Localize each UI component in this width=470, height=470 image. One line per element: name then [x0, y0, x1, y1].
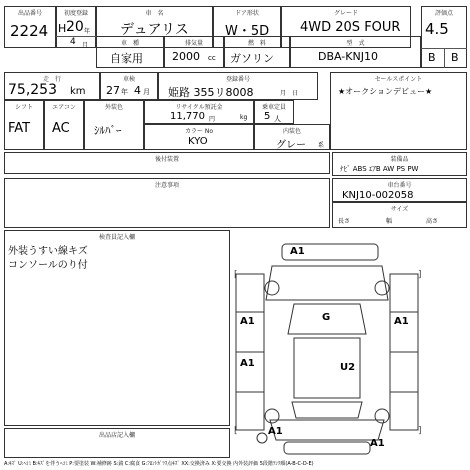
inspection-month: 4 — [134, 84, 141, 97]
color-ext-value: ｼﾙﾊﾞｰ — [94, 124, 122, 137]
equipment-header: 後付装置 — [154, 156, 179, 163]
color-code-value: KYO — [188, 136, 208, 147]
first-reg-year: 20 — [66, 19, 84, 35]
type-header: 車 種 — [120, 40, 139, 47]
model-code-value: DBA-KNJ10 — [318, 50, 378, 63]
sales-point-header: セールスポイント — [374, 76, 423, 83]
size-width: 幅 — [386, 218, 393, 225]
car-diagram-svg — [232, 230, 467, 458]
seller-note-header: 出品店記入欄 — [98, 432, 135, 439]
options-value: ﾅﾋﾞ ABS ｴｱB AW PS PW — [340, 165, 419, 173]
displacement-header: 排気量 — [184, 40, 203, 47]
shift-value: FAT — [8, 121, 31, 136]
displacement-unit: cc — [208, 54, 216, 62]
mileage-value: 75,253 — [8, 82, 57, 98]
mileage-unit: km — [70, 86, 86, 97]
aircon-value: AC — [52, 121, 70, 136]
capacity-header: 乗車定員 — [261, 104, 286, 111]
load-unit: kg — [240, 114, 248, 121]
first-reg-header: 初度登録 — [63, 10, 88, 17]
frame-no-header: 車台番号 — [387, 182, 412, 189]
first-reg-era: H — [58, 22, 67, 35]
displacement-value: 2000 — [172, 50, 200, 63]
capacity-unit: 人 — [274, 115, 281, 123]
reg-no-header: 登録番号 — [225, 76, 250, 83]
mark-left-front-fender: A1 — [240, 316, 255, 327]
recycle-header: リサイクル預託金 — [175, 104, 223, 111]
capacity-value: 5 — [264, 111, 271, 122]
reg-no-tail: 月 日 — [280, 90, 299, 97]
color-ext-header: 外装色 — [104, 104, 123, 111]
grade-value: 4WD 20S FOUR — [300, 20, 401, 35]
type-value: 自家用 — [110, 52, 143, 65]
frame-no-value: KNJ10-002058 — [342, 190, 414, 201]
shift-header: シフト — [14, 104, 33, 111]
inspection-month-unit: 月 — [143, 88, 150, 96]
fuel-header: 燃 料 — [247, 40, 266, 47]
inspector-note-2: コンソールのり付 — [8, 260, 88, 271]
score-exterior: B — [428, 51, 436, 64]
color-int-value: グレー — [276, 140, 306, 151]
color-int-suffix: 系 — [318, 142, 325, 149]
notes-header: 注意事項 — [154, 182, 179, 189]
sales-point-value: ★オークションデビュー★ — [338, 87, 433, 96]
options-header: 装備品 — [390, 156, 409, 163]
inspection-year-unit: 年 — [121, 88, 128, 96]
color-int-header: 内装色 — [282, 128, 301, 135]
recycle-unit: 円 — [209, 116, 216, 123]
mark-windshield: G — [322, 312, 331, 323]
mark-rear-fender-left: A1 — [268, 426, 283, 437]
name-header: 車 名 — [145, 10, 164, 17]
door-value: W・5D — [225, 24, 270, 39]
mark-right-front-fender: A1 — [394, 316, 409, 327]
car-diagram: [ ] [ ] A1 A1 A1 G A1 U2 A1 A1 — [232, 230, 467, 458]
mark-left-rear-door: A1 — [240, 358, 255, 369]
first-reg-month: 4 — [70, 37, 76, 47]
aircon-header: エアコン — [52, 104, 76, 111]
inspection-year: 27 — [106, 84, 120, 97]
mark-rear-bumper: A1 — [370, 438, 385, 449]
legend: A:ｷｽﾞ U:ﾍｺﾐ B:ｷｽﾞを伴うﾍｺﾐ P:要塗装 W:補修跡 S:錆 C:腐食 G:ﾌﾛﾝﾄｶﾞﾗｽ点ｷｽﾞ XX:交換済み X:要交換 内外装評価 5段階ﾗﾝｸ順(A-B-C-D-E) — [4, 461, 314, 467]
inspector-header: 検査員記入欄 — [98, 234, 135, 241]
mark-roof: U2 — [340, 362, 356, 373]
score-value: 4.5 — [425, 20, 449, 38]
inspector-note-1: 外装うすい線キズ — [8, 246, 88, 257]
size-length: 長さ — [338, 218, 351, 225]
size-header: サイズ — [390, 206, 409, 213]
first-reg-month-unit: 月 — [82, 42, 89, 49]
mark-front-bumper: A1 — [290, 246, 305, 257]
door-header: ドア形状 — [235, 10, 259, 17]
mileage-header: 走 行 — [42, 76, 61, 83]
inspection-header: 車検 — [122, 76, 135, 83]
color-code-header: カラー No — [184, 128, 214, 135]
lot-no-header: 出品番号 — [17, 10, 42, 17]
size-height: 高さ — [426, 218, 439, 225]
car-name-value: デュアリス — [120, 22, 189, 38]
sales-point-cell — [330, 72, 467, 150]
fuel-value: ガソリン — [230, 52, 274, 65]
recycle-value: 11,770 — [170, 111, 205, 122]
reg-no-value: 姫路 355リ8008 — [168, 86, 254, 99]
grade-header: グレード — [333, 10, 358, 17]
first-reg-year-unit: 年 — [84, 28, 91, 35]
lot-no-value: 2224 — [10, 22, 49, 40]
score-header: 評価点 — [434, 10, 453, 17]
score-interior: B — [451, 51, 459, 64]
model-code-header: 型 式 — [346, 40, 365, 47]
